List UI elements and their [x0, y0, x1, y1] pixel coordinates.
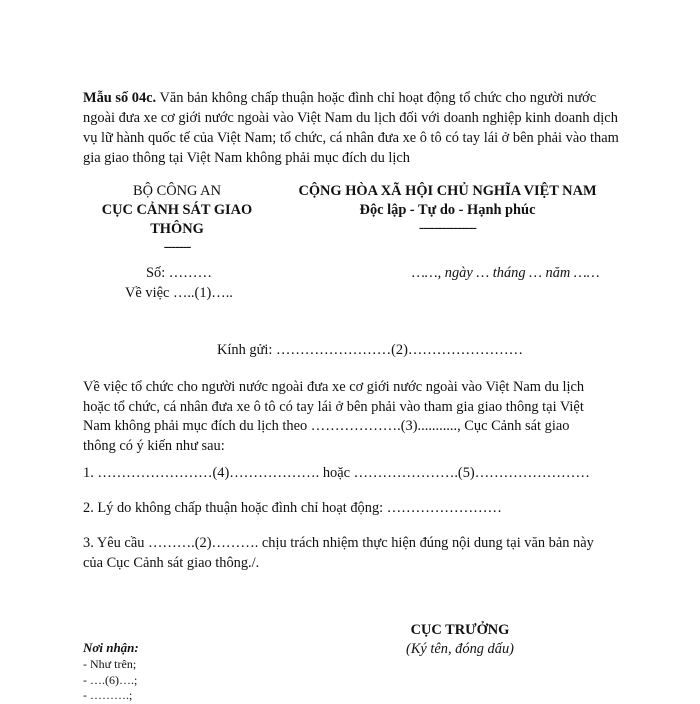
document-number: Số: ………	[146, 265, 212, 281]
salutation: Kính gửi: ……………………(2)……………………	[217, 342, 523, 358]
signer-title: CỤC TRƯỞNG	[410, 622, 510, 638]
motto-underline: ---------------	[419, 220, 476, 236]
form-title	[83, 88, 623, 168]
item-1: 1. ……………………(4)………………. hoặc ………………….(5)……………………	[83, 465, 590, 481]
date-line: ……, ngày … tháng … năm ……	[412, 265, 600, 281]
item-3: 3. Yêu cầu ……….(2)………. chịu trách nhiệm thực hiện đúng nội dung tại văn bản này của Cục Cảnh sát giao thông./.	[83, 535, 594, 571]
document-subject: Về việc …..(1)…..	[125, 285, 233, 301]
recipient-item: - Như trên;	[83, 657, 137, 671]
body-paragraph: Về việc tổ chức cho người nước ngoài đưa xe cơ giới nước ngoài vào Việt Nam du lịch hoặc tổ chức, cá nhân đưa xe ô tô có tay lái ở bên phải vào tham gia giao thông tại Việt Nam không phải mục đích du lịch theo ……………….(3)..........., Cục Cảnh sát giao thông có ý kiến như sau:	[83, 379, 585, 454]
item-2: 2. Lý do không chấp thuận hoặc đình chỉ hoạt động: ……………………	[83, 500, 502, 516]
agency-underline: -------	[163, 239, 191, 255]
form-number-label: Mẫu số 04c.	[83, 90, 157, 106]
recipient-item: - ….(6)….;	[83, 672, 138, 687]
national-motto: Độc lập - Tự do - Hạnh phúc	[359, 202, 536, 218]
ministry-name: BỘ CÔNG AN	[133, 183, 221, 199]
national-header	[275, 182, 620, 236]
agency-name: CỤC CẢNH SÁT GIAO THÔNG	[101, 202, 253, 237]
signature-note: (Ký tên, đóng dấu)	[406, 641, 514, 657]
form-description: Văn bản không chấp thuận hoặc đình chỉ hoạt động tổ chức cho người nước ngoài đưa xe cơ giới nước ngoài vào Việt Nam du lịch đối với doanh nghiệp kinh doanh dịch vụ lữ hành quốc tế của Việt Nam; tổ chức, cá nhân đưa xe ô tô có tay lái ở bên phải vào tham gia giao thông tại Việt Nam không phải mục đích du lịch	[83, 90, 619, 166]
recipient-item: - ……….;	[83, 688, 133, 702]
nation-name: CỘNG HÒA XÃ HỘI CHỦ NGHĨA VIỆT NAM	[298, 183, 597, 199]
issuing-agency-header	[92, 182, 262, 255]
recipients-list	[83, 657, 137, 704]
recipients-heading: Nơi nhận:	[83, 640, 139, 655]
